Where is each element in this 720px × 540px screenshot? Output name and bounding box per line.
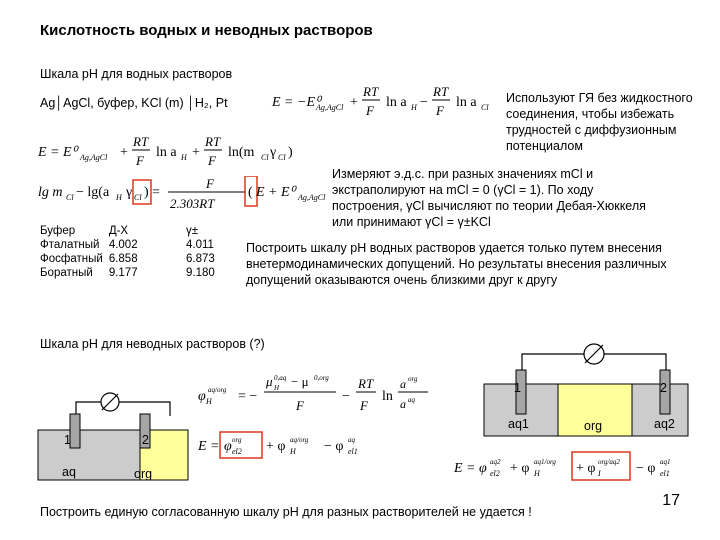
emf-formula-right	[452, 448, 702, 488]
svg-text:+: +	[120, 145, 128, 160]
table-header: γ±	[186, 225, 199, 237]
svg-text:F: F	[136, 153, 144, 168]
table-row	[40, 266, 144, 280]
svg-text:− φ: − φ	[636, 461, 656, 476]
svg-text:ln a: ln a	[156, 145, 177, 160]
electrode-1-label: 1	[64, 433, 71, 447]
buffer-table	[40, 224, 144, 280]
svg-text:RT: RT	[363, 84, 379, 99]
emf-formula-left	[196, 426, 406, 466]
svg-text:el2: el2	[490, 469, 500, 478]
phase-org-label: org	[134, 467, 153, 481]
svg-text:aq1/org: aq1/org	[534, 458, 556, 466]
svg-text:RT: RT	[433, 84, 449, 99]
svg-text:org: org	[408, 375, 418, 383]
svg-text:E = −E⁰: E = −E⁰	[272, 95, 321, 110]
electrode-2-label: 2	[142, 433, 149, 447]
phase-org-label: org	[584, 419, 603, 433]
svg-text:aq: aq	[408, 396, 415, 404]
svg-text:ln: ln	[382, 389, 393, 404]
svg-text:aq/org: aq/org	[208, 386, 227, 394]
note-main: Построить шкалу pH водных растворов удается только путем внесения внетермодинамических допущений. Но результаты внесения различных допущений оказываются очень близкими друг к другу	[246, 241, 667, 287]
svg-text:Cl: Cl	[278, 153, 286, 162]
electrode-1-label: 1	[514, 381, 521, 395]
svg-text:aq: aq	[348, 436, 355, 444]
note-no-liquid-junction: Используют ГЯ без жидкостного соединения, чтобы избежать трудностей с диффузионным потенциалом	[506, 91, 693, 153]
note-extrapolation: Измеряют э.д.с. при разных значениях mCl и экстраполируют на mCl = 0 (γCl = 1). По ходу построения, γCl вычисляют по теории Дебая-Хюккеля или принимают γCl = γ±KCl	[332, 167, 646, 229]
svg-text:+ φ: + φ	[510, 461, 530, 476]
svg-text:(: (	[248, 185, 253, 200]
svg-text:−: −	[342, 389, 350, 404]
table-cell: Боратный	[40, 267, 93, 279]
svg-text:ln a: ln a	[386, 95, 407, 110]
svg-text:E =: E =	[198, 439, 220, 454]
svg-text:Cl: Cl	[66, 193, 74, 202]
svg-text:E = E⁰: E = E⁰	[38, 145, 78, 160]
svg-text:0,aq: 0,aq	[274, 374, 287, 382]
svg-text:ln(m: ln(m	[228, 145, 255, 160]
svg-text:E + E⁰: E + E⁰	[256, 185, 296, 200]
svg-text:F: F	[208, 153, 216, 168]
svg-text:a: a	[400, 397, 406, 411]
bottom-conclusion: Построить единую согласованную шкалу pH для разных растворителей не удается !	[40, 505, 532, 519]
table-row	[40, 252, 144, 266]
svg-text:a: a	[400, 377, 406, 391]
svg-text:F: F	[206, 176, 214, 191]
svg-text:+ φ: + φ	[576, 461, 596, 476]
table-cell: 9.180	[186, 267, 215, 279]
svg-text:H: H	[274, 384, 280, 392]
svg-text:−: −	[420, 95, 428, 110]
svg-text:γ: γ	[270, 145, 277, 160]
svg-text:F: F	[296, 398, 304, 413]
table-header-row	[40, 224, 144, 238]
table-cell: 9.177	[108, 267, 138, 279]
svg-text:lg m: lg m	[38, 185, 63, 200]
svg-text:Cl: Cl	[134, 193, 142, 202]
table-cell: 6.858	[108, 253, 138, 265]
svg-text:el2: el2	[232, 447, 242, 456]
svg-text:RT: RT	[205, 134, 221, 149]
table-cell: 6.873	[186, 253, 215, 265]
phase-aq1-label: aq1	[508, 417, 529, 431]
galvani-potential-formula	[196, 370, 486, 420]
table-row	[40, 238, 144, 252]
svg-text:+: +	[350, 95, 358, 110]
electrode-2-label: 2	[660, 381, 667, 395]
phase-aq-label: aq	[62, 465, 76, 479]
section-nonaqueous-heading: Шкала pH для неводных растворов (?)	[40, 337, 265, 351]
svg-text:org: org	[232, 436, 242, 444]
svg-text:Cl: Cl	[261, 153, 269, 162]
svg-text:aq1: aq1	[660, 458, 671, 466]
lg-formula	[36, 176, 336, 216]
svg-text:φ: φ	[198, 389, 206, 404]
svg-text:el1: el1	[348, 447, 358, 456]
svg-text:+ φ: + φ	[266, 439, 286, 454]
svg-text:0,org: 0,org	[314, 374, 329, 382]
table-cell: Фосфатный	[40, 253, 103, 265]
svg-text:RT: RT	[133, 134, 149, 149]
svg-text:I: I	[598, 469, 601, 478]
svg-text:Ag,AgCl: Ag,AgCl	[316, 103, 344, 112]
svg-text:el1: el1	[660, 469, 670, 478]
svg-text:Ag,AgCl: Ag,AgCl	[80, 153, 108, 162]
svg-text:φ: φ	[224, 439, 232, 454]
svg-text:org/aq2: org/aq2	[598, 458, 620, 466]
svg-text:): )	[288, 145, 293, 160]
cell-scheme: Ag│AgCl, буфер, KCl (m) │H₂, Pt	[40, 96, 228, 110]
svg-text:μ: μ	[266, 374, 273, 389]
svg-text:Ag,AgCl: Ag,AgCl	[298, 193, 326, 202]
nernst-formula-1	[268, 82, 498, 122]
table-cell: Фталатный	[40, 239, 100, 251]
page-title: Кислотность водных и неводных растворов	[40, 22, 373, 39]
svg-text:aq2: aq2	[490, 458, 501, 466]
table-cell: 4.002	[108, 239, 138, 251]
section-aqueous-heading: Шкала pH для водных растворов	[40, 67, 233, 81]
svg-text:aq/org: aq/org	[290, 436, 309, 444]
svg-text:H: H	[181, 153, 187, 162]
svg-text:2.303RT: 2.303RT	[170, 196, 215, 211]
svg-text:H: H	[290, 447, 296, 456]
svg-text:H: H	[411, 103, 417, 112]
svg-text:F: F	[436, 103, 444, 118]
svg-text:ln a: ln a	[456, 95, 477, 110]
table-header: Буфер	[40, 225, 76, 237]
svg-text:− φ: − φ	[324, 439, 344, 454]
table-header: Д-Х	[108, 225, 129, 237]
svg-text:γ: γ	[126, 185, 133, 200]
phase-aq2-label: aq2	[654, 417, 675, 431]
svg-text:E = φ: E = φ	[454, 461, 487, 476]
page-number: 17	[662, 492, 680, 509]
svg-text:H: H	[534, 469, 540, 478]
svg-text:H: H	[116, 193, 122, 202]
svg-text:= −: = −	[238, 389, 258, 404]
svg-text:− μ: − μ	[291, 374, 309, 389]
svg-text:+: +	[192, 145, 200, 160]
electrode-1	[70, 414, 80, 448]
svg-text:H: H	[206, 397, 212, 406]
svg-text:F: F	[360, 398, 368, 413]
svg-text:RT: RT	[358, 376, 374, 391]
gamma-column	[186, 224, 215, 280]
table-cell: 4.011	[186, 239, 214, 251]
cell-diagram-left	[36, 384, 196, 484]
nernst-formula-2	[36, 130, 306, 174]
svg-text:) =: ) =	[144, 185, 161, 200]
svg-text:Cl: Cl	[481, 103, 489, 112]
svg-text:− lg(a: − lg(a	[76, 185, 110, 200]
svg-text:F: F	[366, 103, 374, 118]
